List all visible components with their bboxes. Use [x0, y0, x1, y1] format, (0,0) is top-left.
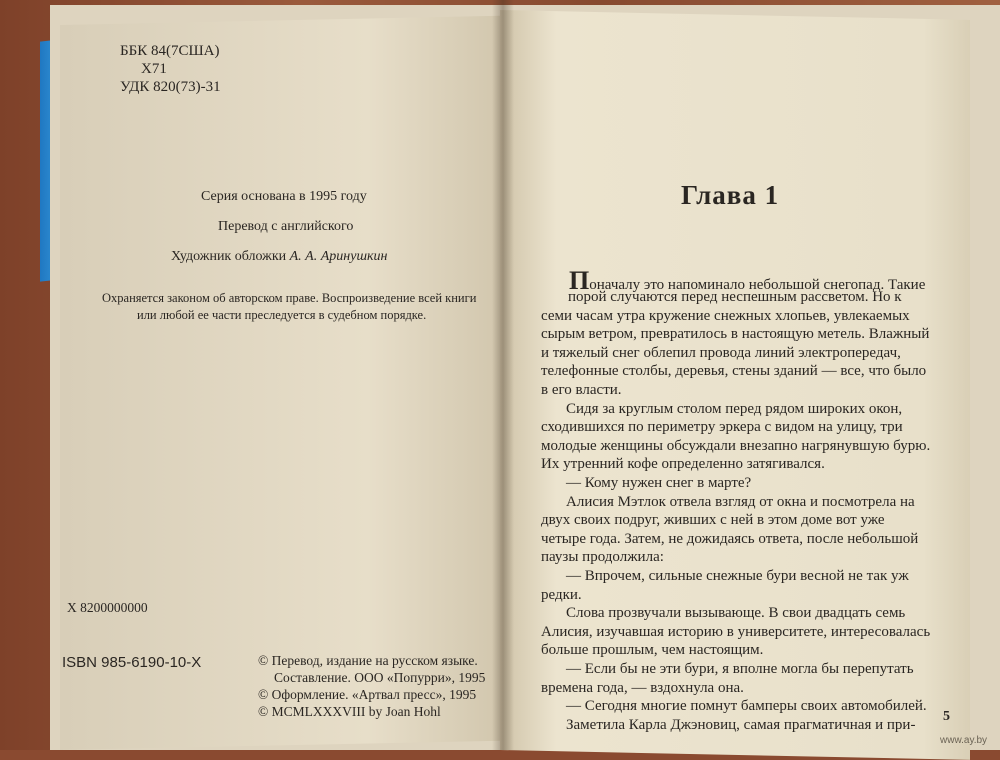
copyright-notice-line: или любой ее части преследуется в судебном порядке. [137, 308, 427, 322]
body-line: больше прошлым, чем настоящим. [541, 642, 764, 659]
body-line: Сидя за круглым столом перед рядом широких окон, [566, 400, 903, 417]
chapter-title: Глава 1 [681, 180, 780, 210]
body-line: сходившихся по периметру эркера с видом на улицу, три [541, 419, 903, 436]
body-line: сырым ветром, превратилось в настоящую метель. Влажный [541, 326, 930, 343]
drop-cap: П [569, 266, 590, 295]
credit-line: © Перевод, издание на русском языке. [258, 653, 478, 668]
catalog-line: ББК 84(7США) [120, 43, 220, 59]
translation-text: Перевод с английского [218, 219, 354, 234]
body-line: порой случаются перед неспешным рассветом. Но к [568, 289, 902, 305]
artist-name: А. А. Аринушкин [289, 249, 388, 264]
body-line: четыре года. Затем, не дожидаясь ответа, после небольшой [541, 530, 919, 547]
first-line-text: оначалу это напоминало небольшой снегопад. Такие [589, 277, 926, 293]
body-line: телефонные столбы, деревья, стены зданий — все, что было [541, 363, 927, 380]
watermark: www.ay.by [940, 735, 988, 746]
body-line: и тяжелый снег облепил провода линий электропередач, [541, 344, 901, 361]
body-line: Их утренний кофе определенно затягивался. [541, 456, 825, 473]
body-line: — Сегодня многие помнут бамперы своих автомобилей. [566, 698, 927, 715]
catalog-line: УДК 820(73)-31 [120, 79, 221, 95]
cover-artist [171, 250, 388, 264]
credit-line: Составление. ООО «Попурри», 1995 [274, 670, 486, 685]
barcode-text: Х 8200000000 [67, 600, 148, 615]
body-line: времена года, — вздохнула она. [541, 679, 744, 696]
left-page [60, 16, 500, 750]
body-line: Алисия Мэтлок отвела взгляд от окна и посмотрела на [566, 493, 915, 510]
credit-line: © Оформление. «Артвал пресс», 1995 [258, 687, 477, 702]
body-line: семи часам утра кружение снежных хлопьев, увлекаемых [541, 307, 910, 324]
credit-line: © MCMLXXXVIII by Joan Hohl [258, 704, 441, 719]
body-line: паузы продолжила: [541, 549, 664, 566]
body-line: Алисия, изучавшая историю в университете, интересовалась [541, 623, 931, 640]
page-number: 5 [943, 709, 950, 724]
body-line: молодые женщины обсуждали внезапно нагрянувшую бурю. [541, 437, 931, 454]
body-line: редки. [541, 586, 582, 603]
catalog-line: Х71 [141, 61, 167, 77]
body-line: в его власти. [541, 382, 622, 398]
body-line: — Впрочем, сильные снежные бури весной не так уж [566, 568, 909, 584]
copyright-notice-line: Охраняется законом об авторском праве. Воспроизведение всей книги [102, 291, 477, 305]
body-line: двух своих подруг, живших с ней в этом доме вот уже [541, 512, 885, 529]
series-text: Серия основана в 1995 году [201, 189, 367, 204]
body-line: — Кому нужен снег в марте? [566, 475, 752, 491]
book-gutter [492, 0, 514, 750]
isbn: ISBN 985-6190-10-X [62, 654, 202, 671]
body-line: Слова прозвучали вызывающе. В свои двадцать семь [566, 605, 906, 622]
artist-prefix: Художник обложки [171, 249, 287, 264]
body-line: — Если бы не эти бури, я вполне могла бы перепутать [566, 661, 914, 677]
body-line: Заметила Карла Джэновиц, самая прагматичная и при- [566, 716, 916, 733]
